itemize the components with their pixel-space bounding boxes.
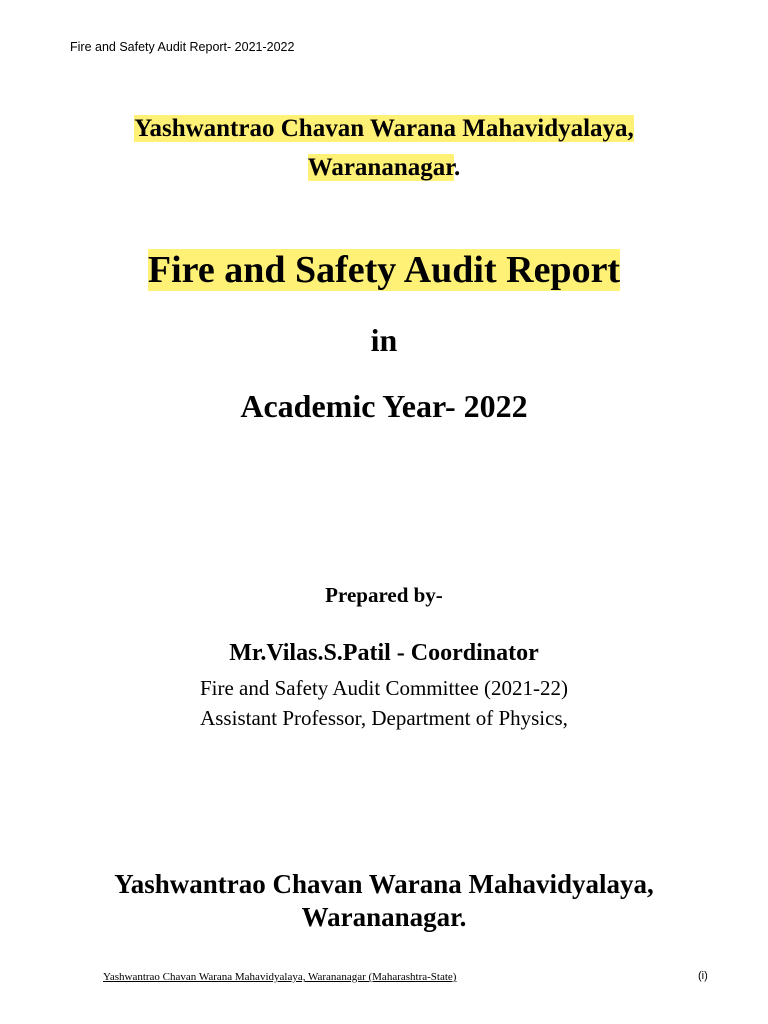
college-name-line-1-text: Yashwantrao Chavan Warana Mahavidyalaya,: [134, 115, 634, 142]
report-title: [0, 247, 768, 293]
academic-year: Academic Year- 2022: [240, 388, 528, 424]
footer-institution: Yashwantrao Chavan Warana Mahavidyalaya, Warananagar (Maharashtra-State): [103, 971, 457, 983]
committee-line: Fire and Safety Audit Committee (2021-22): [199, 676, 569, 700]
designation-line: Assistant Professor, Department of Physics,: [200, 706, 568, 730]
footer-college-line-2: Warananagar.: [301, 902, 467, 932]
college-name-line-2: [0, 152, 768, 184]
in-word: in: [370, 322, 398, 358]
author-line: Mr.Vilas.S.Patil - Coordinator: [229, 640, 539, 666]
running-header: Fire and Safety Audit Report- 2021-2022: [70, 40, 295, 54]
prepared-by-label: Prepared by-: [325, 583, 443, 607]
page-number: (i): [698, 970, 708, 982]
report-title-text: Fire and Safety Audit Report: [147, 249, 621, 291]
footer-college-line-1: Yashwantrao Chavan Warana Mahavidyalaya,: [114, 869, 654, 899]
college-name-line-2-punct: .: [454, 154, 461, 181]
college-name-line-1: [0, 113, 768, 145]
college-name-line-2-text: Warananagar: [307, 154, 455, 181]
